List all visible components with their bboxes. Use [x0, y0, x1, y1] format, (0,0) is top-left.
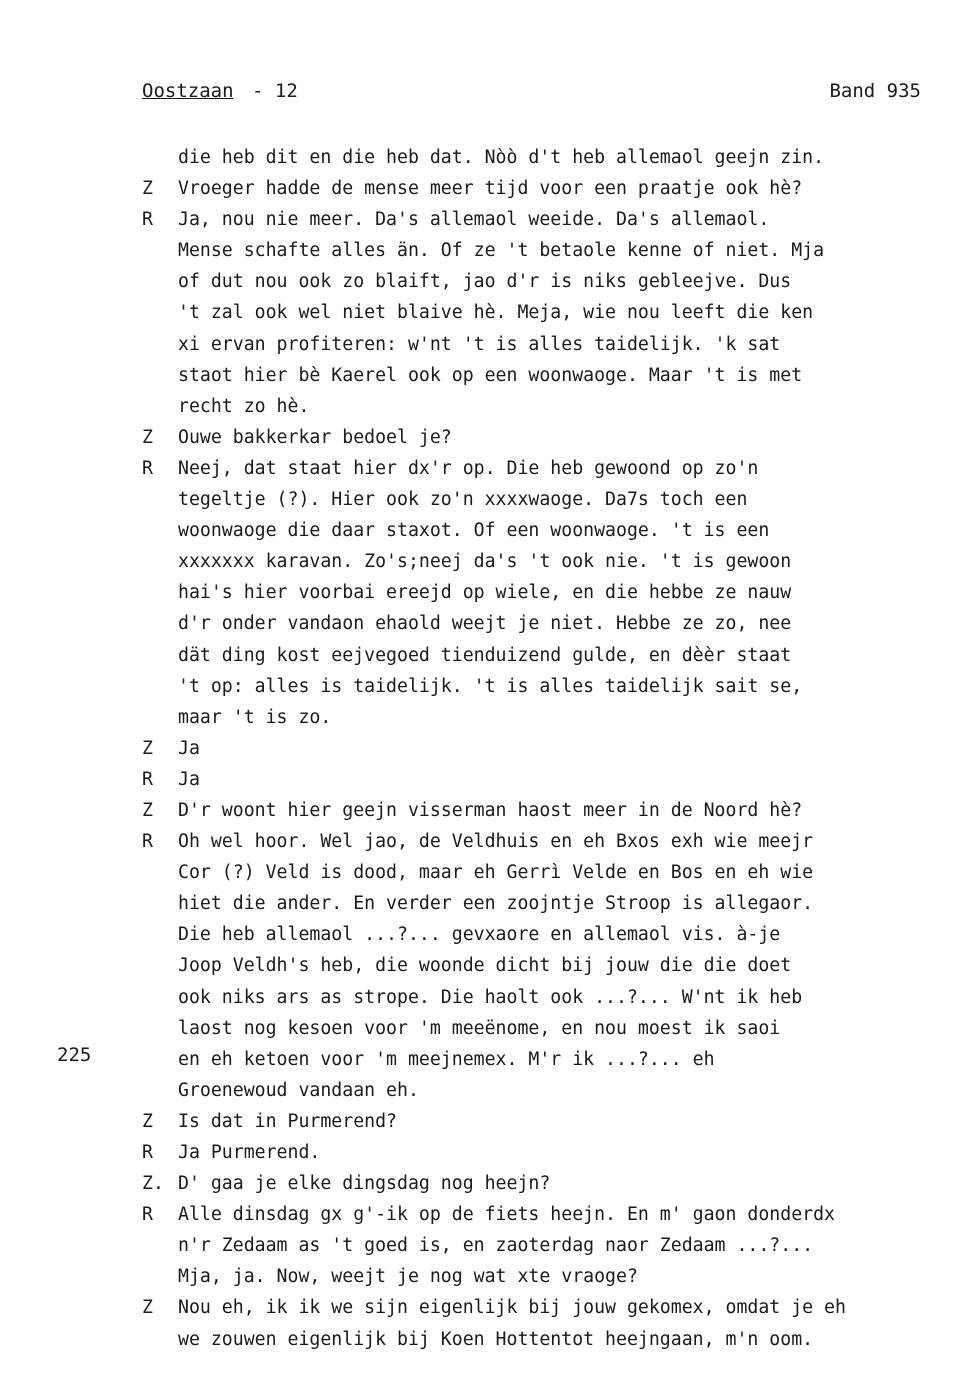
transcript-line: [142, 950, 942, 981]
transcript-line: [142, 142, 942, 173]
transcript-line: [142, 1230, 942, 1261]
speaker-label: R: [142, 768, 153, 790]
speaker-label: Z: [142, 1297, 153, 1319]
line-text: 't zal ook wel niet blaive hè. Meja, wie nou leeft die ken: [178, 302, 814, 324]
line-text: Mja, ja. Now, weejt je nog wat xte vraoge?: [178, 1266, 638, 1288]
transcript-line: [142, 391, 942, 422]
transcript-line: [142, 422, 942, 453]
transcript-line: [142, 546, 942, 577]
speaker-label: R: [142, 1142, 153, 1163]
speaker-label: Z: [142, 1110, 153, 1132]
line-text: en eh ketoen voor 'm meejnemex. M'r ik ...?... eh: [178, 1048, 715, 1070]
line-text: Is dat in Purmerend?: [178, 1110, 397, 1132]
line-text: hiet die ander. En verder een zoojntje Stroop is allegaor.: [178, 893, 814, 915]
transcript-line: [142, 297, 942, 328]
transcript-line: [142, 1137, 942, 1168]
transcript-line: [142, 515, 942, 546]
line-text: Ja, nou nie meer. Da's allemaol weeide. Da's allemaol.: [178, 209, 770, 231]
transcript-line: [142, 608, 942, 639]
line-text: laost nog kesoen voor 'm meeënome, en nou moest ik saoi: [178, 1017, 781, 1039]
line-text: Joop Veldh's heb, die woonde dicht bij jouw die die doet: [178, 955, 792, 977]
line-text: Vroeger hadde de mense meer tijd voor een praatje ook hè?: [178, 178, 803, 200]
line-text: Mense schafte alles än. Of ze 't betaole kenne of niet. Mja: [178, 240, 825, 262]
transcript-line: [142, 484, 942, 515]
transcript-line: [142, 857, 942, 888]
transcript-line: [142, 982, 942, 1013]
line-text: n'r Zedaam as 't goed is, en zaoterdag naor Zedaam ...?...: [178, 1235, 814, 1257]
transcript-line: [142, 1013, 942, 1044]
transcript-line: [142, 702, 942, 733]
line-text: hai's hier voorbai ereejd op wiele, en die hebbe ze nauw: [178, 582, 792, 604]
line-text: xxxxxxx karavan. Zo's;neej da's 't ook nie. 't is gewoon: [178, 551, 792, 573]
line-text: ook niks ars as strope. Die haolt ook ...?... W'nt ik heb: [178, 986, 803, 1008]
transcript-line: [142, 1075, 942, 1106]
line-text: woonwaoge die daar staxot. Of een woonwaoge. 't is een: [178, 520, 770, 542]
transcript-line: [142, 733, 942, 764]
speaker-label: R: [142, 457, 153, 479]
line-text: 't op: alles is taidelijk. 't is alles taidelijk sait se,: [178, 675, 803, 697]
transcript-line: [142, 1324, 942, 1355]
transcript-line: [142, 826, 942, 857]
line-text: D'r woont hier geejn visserman haost meer in de Noord hè?: [178, 799, 803, 821]
line-text: Neej, dat staat hier dx'r op. Die heb gewoond op zo'n: [178, 457, 759, 479]
margin-counter-number: 225: [57, 1044, 92, 1066]
line-text: Groenewoud vandaan eh.: [178, 1079, 419, 1101]
line-text: Ja Purmerend.: [178, 1142, 321, 1163]
line-text: of dut nou ook zo blaift, jao d'r is niks gebleejve. Dus: [178, 271, 792, 293]
transcript-line: [142, 1199, 942, 1230]
line-text: dät ding kost eejvegoed tienduizend gulde, en dèèr staat: [178, 644, 792, 666]
speaker-label: R: [142, 209, 153, 231]
line-text: Ja: [178, 768, 200, 790]
line-text: Nou eh, ik ik we sijn eigenlijk bij jouw gekomex, omdat je eh: [178, 1297, 846, 1319]
speaker-label: Z: [142, 426, 153, 448]
line-text: D' gaa je elke dingsdag nog heejn?: [178, 1173, 551, 1195]
speaker-label: Z: [142, 737, 153, 759]
line-text: die heb dit en die heb dat. Nòò d't heb allemaol geejn zin.: [178, 147, 825, 168]
transcript-line: [142, 764, 942, 795]
speaker-label: Z: [142, 178, 153, 200]
line-text: xi ervan profiteren: w'nt 't is alles taidelijk. 'k sat: [178, 333, 781, 355]
line-text: Ouwe bakkerkar bedoel je?: [178, 426, 452, 448]
transcript-line: [142, 1261, 942, 1292]
transcript-line: [142, 235, 942, 266]
transcript-line: [142, 795, 942, 826]
line-text: we zouwen eigenlijk bij Koen Hottentot heejngaan, m'n oom.: [178, 1328, 814, 1350]
transcript-line: [142, 173, 942, 204]
transcript-line: [142, 671, 942, 702]
transcript-line: [142, 1168, 942, 1199]
transcript-line: [142, 1106, 942, 1137]
speaker-label: R: [142, 831, 153, 853]
transcript-line: [142, 329, 942, 360]
line-text: Die heb allemaol ...?... gevxaore en allemaol vis. à-je: [178, 924, 781, 946]
header-place: Oostzaan: [142, 80, 234, 102]
transcript-line: [142, 1044, 942, 1075]
transcript-line: [142, 360, 942, 391]
transcript-line: [142, 640, 942, 671]
transcript-line: [142, 577, 942, 608]
transcript-line: [142, 919, 942, 950]
transcript-line: [142, 888, 942, 919]
line-text: Alle dinsdag gx g'-ik op de fiets heejn. En m' gaon donderdx: [178, 1204, 835, 1226]
transcript-line: [142, 1292, 942, 1323]
transcript-line: [142, 453, 942, 484]
transcript-body: [142, 142, 942, 1355]
line-text: d'r onder vandaon ehaold weejt je niet. Hebbe ze zo, nee: [178, 613, 792, 635]
transcript-line: [142, 204, 942, 235]
line-text: recht zo hè.: [178, 395, 310, 417]
header-band: Band 935: [829, 80, 921, 102]
speaker-label: Z.: [142, 1173, 164, 1195]
speaker-label: R: [142, 1204, 153, 1226]
line-text: Ja: [178, 737, 200, 759]
header-page-number: - 12: [252, 80, 298, 102]
line-text: tegeltje (?). Hier ook zo'n xxxxwaoge. Da7s toch een: [178, 489, 748, 511]
line-text: Cor (?) Veld is dood, maar eh Gerrì Velde en Bos en eh wie: [178, 862, 814, 884]
line-text: staot hier bè Kaerel ook op een woonwaoge. Maar 't is met: [178, 364, 803, 386]
speaker-label: Z: [142, 799, 153, 821]
line-text: Oh wel hoor. Wel jao, de Veldhuis en eh Bxos exh wie meejr: [178, 831, 814, 853]
transcript-line: [142, 266, 942, 297]
line-text: maar 't is zo.: [178, 706, 332, 728]
